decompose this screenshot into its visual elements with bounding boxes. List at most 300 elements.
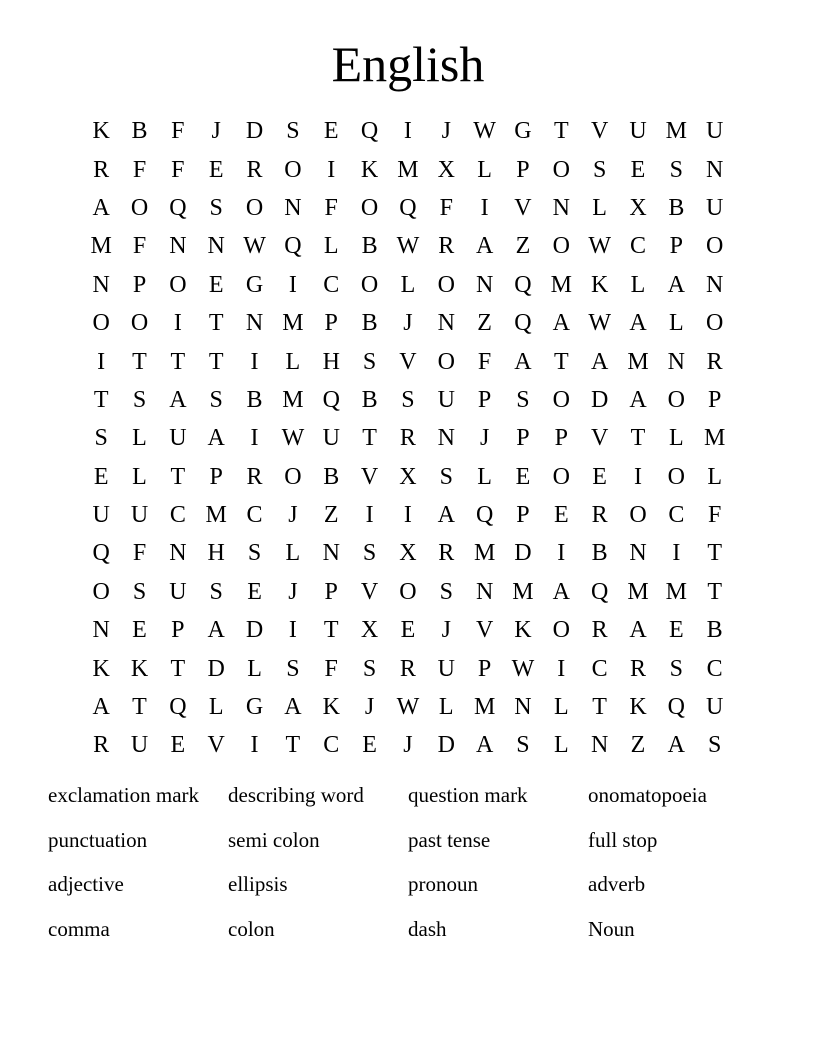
grid-row [82,534,734,572]
grid-letter: V [207,732,225,759]
grid-letter: N [245,310,264,337]
grid-letter: R [591,502,608,529]
grid-letter: C [246,502,263,529]
grid-letter: P [707,386,722,413]
grid-letter: I [480,194,489,221]
grid-letter: E [247,578,262,605]
grid-letter: S [439,463,453,490]
grid-letter: M [665,578,687,605]
grid-letter: S [132,578,147,605]
grid-letter: O [667,386,685,413]
grid-letter: O [92,578,110,605]
grid-letter: N [475,578,494,605]
grid-letter: S [362,540,377,567]
grid-letter: I [173,310,182,337]
grid-letter: C [323,732,340,759]
grid-letter: O [360,194,379,221]
grid-letter: P [516,156,530,183]
word-list-item: colon [228,917,275,942]
grid-letter: O [130,194,149,221]
grid-letter: T [208,310,224,337]
grid-letter: Z [515,233,531,260]
grid-letter: C [591,655,608,682]
grid-letter: E [668,617,684,644]
grid-letter: N [437,310,455,337]
grid-letter: G [245,694,264,721]
grid-letter: U [706,194,724,221]
grid-letter: O [552,156,570,183]
grid-letter: O [284,463,302,490]
grid-letter: L [477,463,492,490]
word-list-item: semi colon [228,827,320,852]
grid-letter: F [132,233,147,260]
grid-letter: T [132,694,147,721]
grid-letter: E [515,463,531,490]
grid-letter: W [588,310,611,337]
grid-letter: U [169,425,187,452]
word-list-item: comma [48,917,110,942]
grid-letter: T [323,617,339,644]
grid-letter: M [205,502,227,529]
grid-letter: P [324,310,338,337]
grid-letter: J [479,425,490,452]
grid-letter: I [97,348,106,375]
grid-letter: L [247,655,262,682]
grid-letter: Q [284,233,302,260]
grid-letter: E [400,617,416,644]
grid-letter: K [514,617,532,644]
grid-letter: E [132,617,147,644]
grid-letter: O [130,310,149,337]
grid-letter: N [590,732,609,759]
grid-letter: D [245,118,264,145]
grid-letter: F [707,502,722,529]
grid-letter: K [130,655,149,682]
grid-letter: W [396,694,420,721]
grid-letter: Z [477,310,492,337]
grid-letter: S [94,425,108,452]
grid-letter: K [322,694,340,721]
grid-row [82,688,734,726]
grid-letter: S [439,578,453,605]
grid-letter: U [130,502,149,529]
grid-letter: A [92,694,110,721]
grid-letter: I [403,118,412,145]
grid-letter: S [132,386,147,413]
grid-letter: L [438,694,454,721]
grid-letter: Q [667,694,685,721]
grid-letter: D [590,386,609,413]
grid-letter: I [327,156,336,183]
grid-letter: J [403,310,413,337]
grid-letter: W [511,655,535,682]
grid-letter: M [627,578,649,605]
grid-letter: O [92,310,110,337]
grid-letter: L [668,425,684,452]
grid-letter: V [399,348,417,375]
grid-letter: T [93,386,109,413]
grid-letter: Q [514,271,532,298]
grid-letter: E [93,463,109,490]
grid-letter: B [323,463,340,490]
grid-letter: I [365,502,374,529]
grid-letter: J [288,502,298,529]
grid-letter: C [169,502,186,529]
grid-letter: T [362,425,377,452]
grid-row [82,381,734,419]
grid-letter: N [706,271,724,298]
word-list-item: ellipsis [228,872,288,897]
grid-letter: A [475,233,494,260]
grid-letter: A [475,732,494,759]
grid-letter: T [707,540,722,567]
grid-letter: O [706,310,724,337]
grid-letter: W [243,233,266,260]
grid-letter: T [170,463,186,490]
grid-letter: S [669,156,683,183]
grid-row [82,649,734,687]
grid-letter: S [209,194,223,221]
grid-letter: F [477,348,492,375]
grid-letter: A [169,386,187,413]
grid-letter: A [437,502,455,529]
letter-grid [82,112,734,765]
grid-letter: C [629,233,646,260]
grid-row [82,496,734,534]
grid-letter: L [553,694,569,721]
grid-letter: U [169,578,187,605]
grid-letter: S [669,655,683,682]
grid-letter: W [396,233,420,260]
grid-letter: V [514,194,532,221]
grid-letter: L [553,732,569,759]
grid-letter: W [588,233,611,260]
grid-letter: I [288,617,297,644]
grid-letter: U [706,694,724,721]
grid-letter: R [246,463,263,490]
grid-letter: R [93,732,110,759]
grid-letter: U [130,732,149,759]
grid-letter: B [246,386,263,413]
grid-letter: U [706,118,724,145]
grid-letter: D [207,655,225,682]
grid-letter: G [245,271,264,298]
grid-letter: D [514,540,532,567]
grid-letter: E [362,732,377,759]
grid-letter: M [282,310,304,337]
word-list [48,776,768,955]
grid-row [82,342,734,380]
grid-letter: B [361,386,378,413]
grid-letter: S [362,655,377,682]
grid-letter: C [668,502,685,529]
grid-letter: H [322,348,340,375]
grid-letter: T [553,118,569,145]
grid-letter: S [286,655,300,682]
grid-letter: E [630,156,646,183]
grid-letter: N [92,271,110,298]
grid-letter: T [170,655,186,682]
grid-letter: I [250,732,259,759]
grid-letter: M [90,233,112,260]
grid-letter: A [629,386,647,413]
grid-letter: P [516,425,530,452]
grid-letter: U [629,118,647,145]
grid-letter: N [667,348,685,375]
word-list-item: question mark [408,783,528,807]
grid-letter: Q [360,118,379,145]
grid-letter: J [364,694,375,721]
grid-letter: L [668,310,684,337]
grid-letter: O [552,463,570,490]
grid-letter: N [322,540,340,567]
grid-letter: B [591,540,608,567]
grid-letter: U [437,655,455,682]
grid-letter: Q [169,694,187,721]
grid-letter: E [170,732,186,759]
grid-letter: S [247,540,262,567]
grid-letter: F [439,194,453,221]
grid-letter: Z [323,502,339,529]
grid-letter: D [437,732,455,759]
grid-letter: Q [322,386,340,413]
grid-letter: P [171,617,185,644]
grid-letter: A [207,425,225,452]
grid-letter: S [516,732,530,759]
grid-letter: T [208,348,224,375]
grid-row [82,112,734,150]
grid-letter: F [324,655,338,682]
grid-row [82,304,734,342]
grid-letter: E [323,118,339,145]
grid-letter: I [633,463,642,490]
grid-letter: B [361,233,378,260]
grid-letter: L [208,694,224,721]
grid-letter: O [552,617,570,644]
grid-letter: S [707,732,722,759]
grid-letter: R [591,617,608,644]
grid-letter: X [437,156,455,183]
grid-letter: L [477,156,492,183]
grid-letter: R [706,348,723,375]
grid-letter: N [514,694,532,721]
grid-letter: N [629,540,647,567]
grid-letter: Q [169,194,187,221]
grid-letter: O [169,271,187,298]
grid-letter: X [629,194,647,221]
grid-letter: A [514,348,532,375]
grid-row [82,189,734,227]
word-list-item: exclamation mark [48,783,200,807]
grid-letter: U [92,502,110,529]
word-list-item: past tense [408,827,491,852]
grid-letter: L [323,233,339,260]
grid-letter: B [668,194,685,221]
grid-letter: O [552,386,570,413]
grid-letter: L [132,425,147,452]
word-list-item: adverb [588,872,646,897]
grid-letter: W [281,425,305,452]
grid-letter: A [284,694,302,721]
grid-letter: J [441,118,451,145]
grid-letter: X [399,463,417,490]
grid-letter: L [630,271,646,298]
grid-letter: F [324,194,338,221]
grid-letter: T [707,578,722,605]
grid-letter: C [323,271,340,298]
grid-letter: A [667,732,685,759]
grid-letter: L [400,271,416,298]
grid-row [82,611,734,649]
grid-letter: M [627,348,649,375]
grid-letter: S [362,348,377,375]
grid-letter: U [322,425,340,452]
grid-letter: O [667,463,685,490]
grid-letter: N [207,233,225,260]
grid-letter: I [672,540,681,567]
grid-letter: P [554,425,568,452]
grid-letter: T [553,348,569,375]
grid-letter: P [324,578,338,605]
grid-letter: K [92,655,110,682]
word-list-item: full stop [588,827,658,852]
grid-letter: B [361,310,378,337]
grid-letter: M [550,271,572,298]
grid-letter: E [208,156,224,183]
grid-letter: N [284,194,302,221]
grid-letter: R [93,156,110,183]
grid-letter: M [282,386,304,413]
word-list-item: onomatopoeia [588,783,707,807]
grid-letter: A [92,194,110,221]
grid-row [82,458,734,496]
grid-letter: I [250,425,259,452]
grid-letter: J [441,617,451,644]
grid-letter: E [553,502,569,529]
grid-letter: E [592,463,607,490]
grid-row [82,726,734,764]
grid-letter: I [250,348,259,375]
grid-letter: V [360,463,379,490]
grid-row [82,573,734,611]
grid-letter: F [171,118,185,145]
grid-row [82,266,734,304]
grid-letter: V [475,617,494,644]
grid-letter: R [629,655,646,682]
grid-letter: S [401,386,415,413]
grid-letter: L [707,463,722,490]
grid-letter: D [245,617,264,644]
word-list-item: adjective [48,872,124,897]
word-list-item: dash [408,917,447,942]
grid-letter: G [514,118,532,145]
page-title: English [331,36,485,92]
grid-letter: K [629,694,647,721]
grid-letter: A [667,271,685,298]
grid-letter: A [552,578,570,605]
grid-letter: O [284,156,302,183]
grid-letter: O [437,271,455,298]
grid-letter: J [211,118,221,145]
grid-letter: P [516,502,530,529]
grid-letter: P [209,463,223,490]
grid-letter: B [131,118,148,145]
grid-letter: F [132,540,147,567]
grid-letter: S [286,118,300,145]
grid-letter: N [92,617,110,644]
grid-letter: A [207,617,225,644]
grid-letter: R [438,233,455,260]
grid-letter: O [245,194,264,221]
grid-letter: U [437,386,455,413]
grid-letter: A [552,310,570,337]
grid-letter: O [706,233,724,260]
grid-letter: W [473,118,496,145]
grid-letter: N [437,425,455,452]
grid-letter: L [285,540,301,567]
grid-letter: N [706,156,724,183]
grid-letter: O [399,578,417,605]
grid-letter: I [288,271,297,298]
grid-letter: O [437,348,455,375]
grid-letter: B [706,617,723,644]
grid-letter: P [669,233,683,260]
grid-row [82,419,734,457]
grid-letter: X [360,617,379,644]
grid-letter: K [92,118,110,145]
grid-letter: N [475,271,494,298]
grid-letter: N [169,540,187,567]
grid-letter: S [592,156,607,183]
grid-letter: P [132,271,147,298]
grid-letter: T [592,694,607,721]
grid-letter: T [285,732,301,759]
grid-letter: R [399,425,416,452]
grid-letter: K [590,271,609,298]
word-list-item: punctuation [48,827,148,852]
grid-letter: P [477,386,492,413]
grid-letter: P [477,655,492,682]
grid-letter: C [706,655,723,682]
grid-letter: Q [514,310,532,337]
grid-letter: R [438,540,455,567]
grid-letter: O [360,271,379,298]
grid-letter: I [557,655,566,682]
grid-letter: S [209,578,223,605]
grid-letter: J [288,578,298,605]
grid-letter: I [557,540,566,567]
grid-letter: M [473,540,496,567]
grid-letter: Q [475,502,494,529]
grid-letter: M [473,694,496,721]
grid-row [82,150,734,188]
grid-letter: J [403,732,413,759]
grid-letter: S [209,386,223,413]
grid-letter: F [171,156,185,183]
grid-letter: M [704,425,726,452]
grid-letter: A [590,348,609,375]
grid-row [82,227,734,265]
grid-letter: X [399,540,417,567]
grid-letter: T [132,348,147,375]
grid-letter: R [399,655,416,682]
grid-letter: L [132,463,147,490]
grid-letter: A [629,310,647,337]
grid-letter: Q [92,540,110,567]
grid-letter: V [590,425,609,452]
grid-letter: Q [590,578,609,605]
word-list-item: Noun [588,917,635,942]
